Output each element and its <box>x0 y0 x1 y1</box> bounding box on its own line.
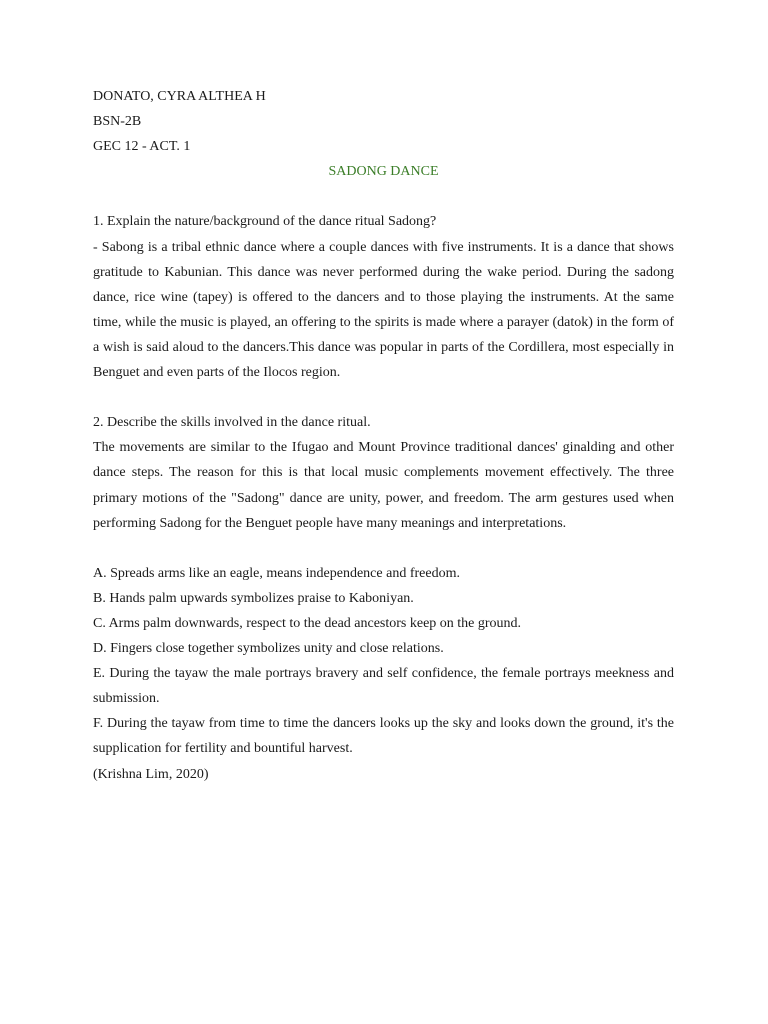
document-body <box>93 84 674 787</box>
student-name: DONATO, CYRA ALTHEA H <box>93 89 266 104</box>
gesture-item-d: D. Fingers close together symbolizes unity and close relations. <box>93 641 444 657</box>
student-section: BSN-2B <box>93 114 142 130</box>
question-2: 2. Describe the skills involved in the dance ritual. <box>93 415 371 431</box>
gesture-item-f: F. During the tayaw from time to time the dancers looks up the sky and looks down the ground, it's the supplication for fertility and bountiful harvest. <box>93 716 674 757</box>
document-title: SADONG DANCE <box>328 164 439 180</box>
spacer <box>93 184 674 209</box>
spacer <box>93 536 674 561</box>
citation: (Krishna Lim, 2020) <box>93 766 209 782</box>
spacer <box>93 385 674 410</box>
activity-label: GEC 12 - ACT. 1 <box>93 139 191 155</box>
answer-1: - Sabong is a tribal ethnic dance where a couple dances with five instruments. It is a dance that shows gratitude to Kabunian. This dance was never performed during the wake period. During the sadong dance, rice wine (tapey) is offered to the dancers and to those playing the instruments. At the same time, while the music is played, an offering to the spirits is made where a parayer (datok) in the form of a wish is said aloud to the dancers.This dance was popular in parts of the Cordillera, most especially in Benguet and even parts of the Ilocos region. <box>93 239 674 381</box>
gesture-item-c: C. Arms palm downwards, respect to the dead ancestors keep on the ground. <box>93 615 522 631</box>
gesture-item-a: A. Spreads arms like an eagle, means independence and freedom. <box>93 565 460 581</box>
answer-2: The movements are similar to the Ifugao and Mount Province traditional dances' ginalding and other dance steps. The reason for this is that local music complements movement effectively. The three primary motions of the "Sadong" dance are unity, power, and freedom. The arm gestures used when performing Sadong for the Benguet people have many meanings and interpretations. <box>93 440 674 531</box>
gesture-item-b: B. Hands palm upwards symbolizes praise to Kaboniyan. <box>93 590 414 606</box>
gesture-item-e: E. During the tayaw the male portrays bravery and self confidence, the female portrays meekness and submission. <box>93 666 674 707</box>
question-1: 1. Explain the nature/background of the dance ritual Sadong? <box>93 214 437 230</box>
